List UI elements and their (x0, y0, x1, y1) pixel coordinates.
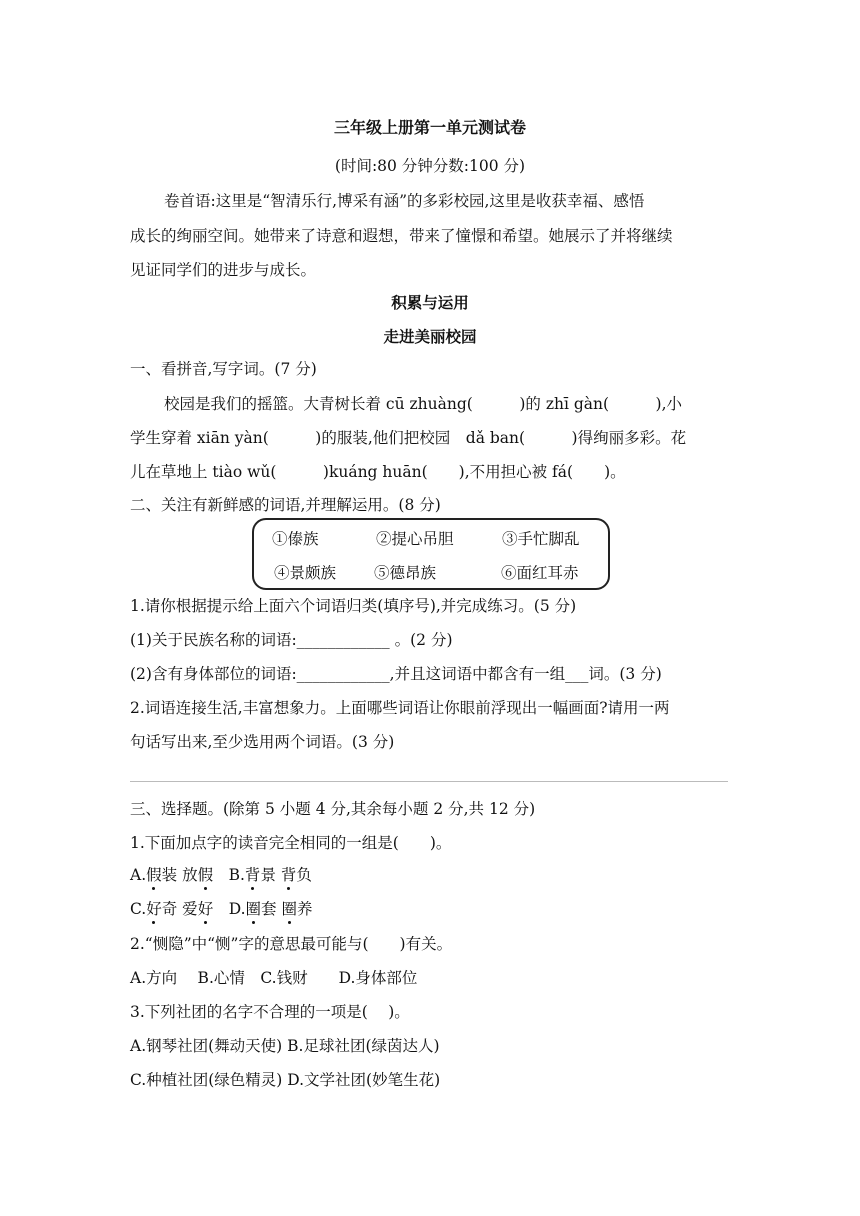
option-d-label: D. (213, 900, 246, 918)
q2-part-2-line-1: 2.词语连接生活,丰富想象力。上面哪些词语让你眼前浮现出一幅画面?请用一两 (130, 699, 670, 717)
q1-line-3: 儿在草地上 tiào wǔ( )kuáng huān( ),不用担心被 fá( )。 (130, 463, 626, 481)
q3-item-2-options: A.方向 B.心情 C.钱财 D.身体部位 (130, 969, 418, 987)
q1-line-1: 校园是我们的摇篮。大青树长着 cū zhuàng( )的 zhī gàn( ),小 (164, 395, 683, 413)
q1-line-2: 学生穿着 xiān yàn( )的服装,他们把校园 dǎ ban( )得绚丽多彩。花 (130, 429, 687, 447)
subsection-title: 走进美丽校园 (383, 328, 477, 346)
dotted-char: 假 (197, 866, 214, 884)
word-1: ①傣族 (272, 530, 319, 548)
option-a-label: A. (130, 866, 147, 884)
word-2: ②提心吊胆 (376, 530, 454, 548)
option-text: 奇 爱 (161, 900, 198, 918)
word-3: ③手忙脚乱 (502, 530, 580, 548)
dotted-char: 圈 (281, 900, 297, 918)
q2-part-1: 1.请你根据提示给上面六个词语归类(填序号),并完成练习。(5 分) (130, 597, 577, 615)
option-text: 套 (261, 900, 282, 918)
word-5: ⑤德昂族 (374, 564, 437, 582)
preface-line-2: 成长的绚丽空间。她带来了诗意和遐想，带来了憧憬和希望。她展示了并将继续 (130, 227, 673, 245)
section-title: 积累与运用 (391, 294, 469, 312)
q3-item-1-row-1 (130, 864, 312, 886)
word-4: ④景颇族 (274, 564, 337, 582)
q3-item-3-row-1: A.钢琴社团(舞动天使) B.足球社团(绿茵达人) (130, 1037, 440, 1055)
option-c-label: C. (130, 900, 147, 918)
q2-part-1-1: (1)关于民族名称的词语:____________ 。(2 分) (130, 631, 453, 649)
q3-heading: 三、选择题。(除第 5 小题 4 分,其余每小题 2 分,共 12 分) (130, 800, 536, 818)
option-text: 景 (260, 866, 281, 884)
preface-line-1: 卷首语:这里是“智清乐行,博采有涵”的多彩校园,这里是收获幸福、感悟 (164, 192, 645, 210)
dotted-char: 圈 (245, 900, 262, 918)
dotted-char: 背 (280, 866, 297, 884)
option-text: 装 放 (161, 866, 198, 884)
dotted-char: 背 (244, 866, 261, 884)
option-b-label: B. (213, 866, 245, 884)
q3-item-2-stem: 2.“恻隐”中“恻”字的意思最可能与( )有关。 (130, 935, 453, 953)
q2-part-1-2: (2)含有身体部位的词语:____________,并且这词语中都含有一组___词。(3 分) (130, 665, 662, 683)
q2-part-2-line-2: 句话写出来,至少选用两个词语。(3 分) (130, 733, 395, 751)
option-text: 负 (296, 866, 312, 884)
q3-item-3-row-2: C.种植社团(绿色精灵) D.文学社团(妙笔生花) (130, 1071, 441, 1089)
dotted-char: 好 (146, 900, 162, 918)
preface-line-3: 见证同学们的进步与成长。 (130, 261, 317, 279)
q2-heading: 二、关注有新鲜感的词语,并理解运用。(8 分) (130, 496, 441, 514)
q3-item-1-row-2 (130, 898, 313, 920)
word-box (252, 518, 610, 590)
q3-item-3-stem: 3.下列社团的名字不合理的一项是( )。 (130, 1003, 410, 1021)
word-6: ⑥面红耳赤 (501, 564, 579, 582)
q1-heading: 一、看拼音,写字词。(7 分) (130, 360, 317, 378)
answer-line (130, 781, 728, 782)
dotted-char: 好 (197, 900, 214, 918)
exam-title: 三年级上册第一单元测试卷 (333, 118, 526, 137)
option-text: 养 (296, 900, 313, 918)
q3-item-1-stem: 1.下面加点字的读音完全相同的一组是( )。 (130, 834, 452, 852)
exam-meta: (时间:80 分钟分数:100 分) (334, 157, 526, 175)
dotted-char: 假 (146, 866, 162, 884)
